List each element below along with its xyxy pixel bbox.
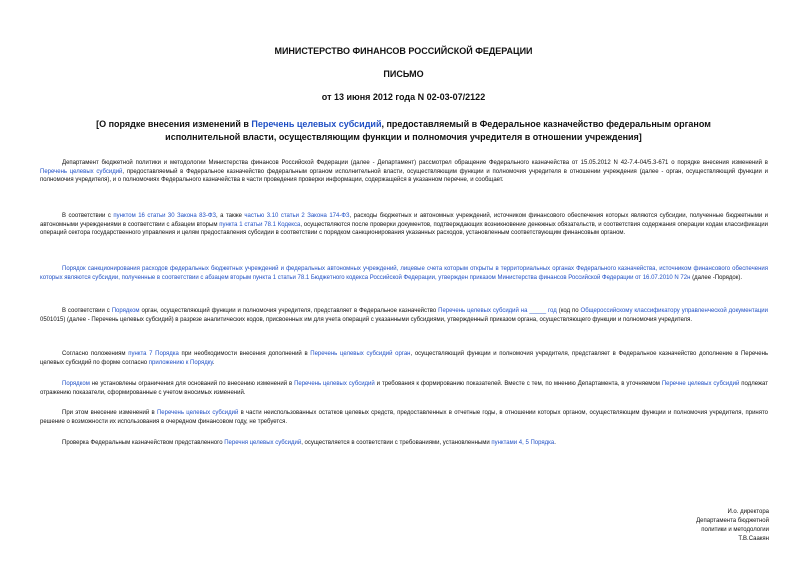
p1-link-perechen[interactable]: Перечень целевых субсидий	[40, 168, 123, 175]
document-date-number: от 13 июня 2012 года N 02-03-07/2122	[321, 92, 486, 102]
p4-text-d: 0501015) (далее - Перечень целевых субсидий) в разрезе аналитических кодов, присвоенных им для учета операций с указанными субсидиями, утвержденный приказом органа, осуществляющего функции и полномочия учредителя.	[40, 316, 693, 323]
p5-text-b: при необходимости внесения дополнений в	[178, 351, 311, 357]
p5-link-prilozhenie[interactable]: приложению к Порядку	[148, 359, 213, 366]
paragraph-5	[40, 350, 768, 367]
paragraph-8	[40, 439, 768, 448]
signature-line-3: политики и методологии	[701, 527, 769, 533]
p5-link-perechen[interactable]: Перечень целевых субсидий орган	[310, 351, 411, 357]
p6-link-perechne[interactable]: Перечне целевых субсидий	[661, 381, 740, 387]
p4-link-okud[interactable]: Общероссийскому классификатору управленческой документации	[580, 308, 769, 314]
paragraph-7	[40, 409, 768, 426]
p4-text-a: В соответствии с	[62, 308, 112, 314]
p8-text-c: .	[554, 440, 556, 446]
p6-text-b: и требования к формированию показателей. Вместе с тем, по мнению Департамента, в уточняемом	[374, 381, 662, 387]
p7-text-b: в части неиспользованных остатков целевых средств, предоставленных в отчетные годы, в отношении которых органом, осуществляющим функции и полномочия учредителя, принято решение о возможности их использования в очередном финансовом году, не требуется.	[40, 410, 768, 425]
p8-text-b: , осуществляется в соответствии с требованиями, установленными	[301, 440, 492, 446]
p2-text-d: , осуществляются после проверки документов, подтверждающих возникновение денежных обязательств, и соответствия содержания операции кодам классификации операций сектора государственного управления и целям предоставления субсидии в соответствии с порядком санкционирования указанных расходов, установленным соответствующим финансовым органом.	[40, 221, 768, 236]
signature-block	[696, 508, 769, 544]
p6-text-c: подлежат отражению показатели, сформированные с учетом вносимых изменений.	[40, 381, 768, 396]
document-title	[62, 118, 745, 144]
p2-link-174fz[interactable]: частью 3.10 статьи 2 Закона 174-ФЗ	[244, 213, 350, 219]
title-open: [О порядке внесения изменений в	[96, 119, 252, 129]
paragraph-3	[40, 265, 768, 282]
p5-text-d: .	[212, 359, 215, 366]
p4-link-perechen[interactable]: Перечень целевых субсидий на _____ год	[438, 308, 557, 314]
title-link-perechen[interactable]: Перечень целевых субсидий	[251, 119, 382, 129]
ministry-name: МИНИСТЕРСТВО ФИНАНСОВ РОССИЙСКОЙ ФЕДЕРАЦИИ	[274, 46, 533, 56]
title-rest: , предоставляемый в Федеральное казначейство федеральным органом исполнительной власти, осуществляющим функции и полномочия учредителя в отношении учреждения]	[165, 119, 711, 142]
p4-link-poryadkom[interactable]: Порядком	[111, 308, 140, 314]
p2-link-kodeks[interactable]: пункта 1 статьи 78.1 Кодекса	[219, 221, 301, 228]
p3-text-b: (далее -Порядок).	[690, 274, 743, 281]
p4-text-b: орган, осуществляющий функции и полномочия учредителя, представляет в Федеральное казначейство	[139, 308, 439, 314]
p2-text-c: , расходы бюджетных и автономных учреждений, источником финансового обеспечения которых являются субсидии, полученные бюджетными и автономными учреждениями в соответствии с абзацем вторым	[40, 213, 768, 228]
p2-text-b: , а также	[216, 213, 245, 219]
p3-link-poryadok[interactable]: Порядок санкционирования расходов федеральных бюджетных учреждений и федеральных автономных учреждений, лицевые счета которым открыты в территориальных органах Федерального казначейства, источником финансового обеспечения которых являются субсидии, полученные в соответствии с абзацем вторым пункта 1 статьи 78.1 Бюджетного кодекса Российской Федерации, утвержден приказом Министерства финансов Российской Федерации от 16.07.2010 N 72н	[40, 266, 768, 281]
p1-text-a: Департамент бюджетной политики и методологии Министерства финансов Российской Федерации (далее - Департамент) рассмотрел обращение Федерального казначейства от 15.05.2012 N 42-7.4-04/5.3-671 о порядке внесения изменений в	[62, 160, 768, 166]
p6-link-perechen[interactable]: Перечень целевых субсидий	[294, 381, 375, 387]
paragraph-2	[40, 212, 768, 238]
p6-link-poryadkom[interactable]: Порядком	[62, 381, 90, 387]
signature-line-2: Департамента бюджетной	[696, 518, 769, 524]
p6-text-a: не установлены ограничения для оснований по внесению изменений в	[89, 381, 295, 387]
p8-link-perechnya[interactable]: Перечня целевых субсидий	[224, 440, 302, 446]
p2-text-a: В соответствии с	[62, 213, 114, 219]
paragraph-4	[40, 307, 768, 324]
document-type: ПИСЬМО	[383, 69, 424, 79]
paragraph-1	[40, 159, 768, 185]
p5-text-a: Согласно положениям	[62, 351, 129, 357]
p5-text-c: , осуществляющий функции и полномочия учредителя, представляет в Федеральное казначейство дополнение в Перечень целевых субсидий по форме согласно	[40, 351, 769, 366]
p2-link-83fz[interactable]: пунктом 16 статьи 30 Закона 83-ФЗ	[113, 213, 217, 219]
p7-link-perechen[interactable]: Перечень целевых субсидий	[156, 410, 239, 416]
p5-link-punkt7[interactable]: пункта 7 Порядка	[128, 351, 179, 357]
paragraph-6	[40, 380, 768, 397]
signature-line-1: И.о. директора	[727, 509, 769, 515]
p8-text-a: Проверка Федеральным казначейством представленного	[62, 440, 225, 446]
p4-text-c: (код по	[556, 308, 581, 314]
signature-name: Т.В.Саакян	[738, 536, 769, 542]
p1-text-b: , предоставляемый в Федеральное казначейство федеральным органом исполнительной власти, осуществляющим функции и полномочия учредителя в отношении учреждения (далее - орган, осуществляющий функции и полномочия учредителя), и о полномочиях Федерального казначейства в части проведения проверки информации, содержащейся в указанном перечне, и сообщает.	[40, 168, 768, 183]
p7-text-a: При этом внесение изменений в	[62, 410, 157, 416]
p8-link-punkty[interactable]: пунктами 4, 5 Порядка	[491, 440, 555, 446]
